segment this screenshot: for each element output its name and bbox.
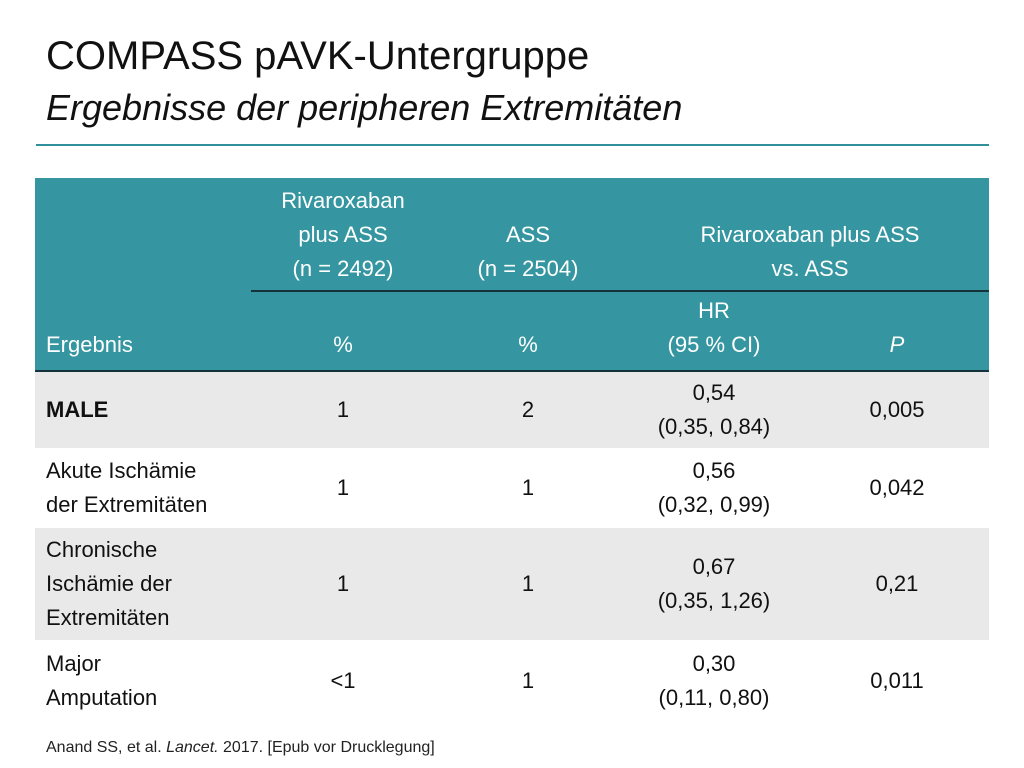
header-hr (624, 294, 804, 362)
hr-value: 0,67 (692, 554, 736, 579)
row-pct-ass: 1 (521, 571, 535, 596)
row-pct-rivaroxaban: 1 (336, 571, 350, 596)
table-header (35, 178, 989, 370)
header-group-ass (455, 218, 601, 286)
header-text: (n = 2492) (292, 256, 394, 281)
row-label-line: Amputation (46, 685, 158, 710)
row-hr (624, 454, 804, 522)
row-hr (624, 376, 804, 444)
hr-value: 0,54 (692, 380, 736, 405)
header-pct-ass: % (518, 332, 538, 357)
row-pct-ass: 1 (521, 668, 535, 693)
row-label (46, 393, 108, 427)
table-row (35, 370, 989, 448)
header-text: HR (698, 298, 730, 323)
header-group-rivaroxaban (251, 184, 435, 286)
citation-details: 2017. [Epub vor Drucklegung] (223, 739, 435, 756)
row-label-line: Ischämie der (46, 571, 172, 596)
hr-value: 0,56 (692, 458, 736, 483)
citation-authors: Anand SS, et al. (46, 739, 162, 756)
header-text: Rivaroxaban plus ASS (700, 222, 920, 247)
row-p-value: 0,21 (875, 571, 919, 596)
header-outcome: Ergebnis (46, 332, 133, 357)
row-label-line: der Extremitäten (46, 492, 208, 517)
row-pct-rivaroxaban: <1 (330, 668, 356, 693)
row-label-line: Extremitäten (46, 605, 170, 630)
table-row (35, 528, 989, 640)
row-pct-rivaroxaban: 1 (336, 397, 350, 422)
row-pct-ass: 1 (521, 475, 535, 500)
row-hr (624, 647, 804, 715)
row-pct-rivaroxaban: 1 (336, 475, 350, 500)
row-label (46, 454, 207, 522)
row-p-value: 0,005 (869, 397, 925, 422)
header-text: plus ASS (298, 222, 388, 247)
header-text: vs. ASS (771, 256, 849, 281)
table-row (35, 448, 989, 528)
header-text: (n = 2504) (477, 256, 579, 281)
citation-journal: Lancet. (166, 739, 219, 756)
header-text: ASS (505, 222, 551, 247)
hr-ci: (0,35, 1,26) (657, 588, 771, 613)
row-p-value: 0,011 (870, 668, 924, 693)
header-comparison (635, 218, 985, 286)
hr-ci: (0,11, 0,80) (658, 685, 770, 710)
citation (46, 737, 435, 759)
header-p-value: P (889, 332, 905, 357)
slide-title: COMPASS pAVK-Untergruppe (46, 34, 590, 78)
hr-ci: (0,35, 0,84) (657, 414, 771, 439)
header-pct-rivaroxaban: % (333, 332, 353, 357)
results-table (35, 178, 989, 722)
header-divider (251, 290, 989, 292)
slide-subtitle: Ergebnisse der peripheren Extremitäten (46, 87, 683, 128)
row-label (46, 647, 157, 715)
row-hr (624, 550, 804, 618)
row-label-line: Major (46, 651, 102, 676)
row-p-value: 0,042 (869, 475, 925, 500)
hr-ci: (0,32, 0,99) (657, 492, 771, 517)
table-row (35, 640, 989, 722)
header-text: Rivaroxaban (281, 188, 405, 213)
title-divider (36, 144, 989, 146)
row-label-line: MALE (46, 397, 109, 422)
row-pct-ass: 2 (521, 397, 535, 422)
hr-value: 0,30 (692, 651, 736, 676)
row-label (46, 533, 172, 635)
header-text: (95 % CI) (667, 332, 761, 357)
row-label-line: Akute Ischämie (46, 458, 197, 483)
row-label-line: Chronische (46, 537, 158, 562)
